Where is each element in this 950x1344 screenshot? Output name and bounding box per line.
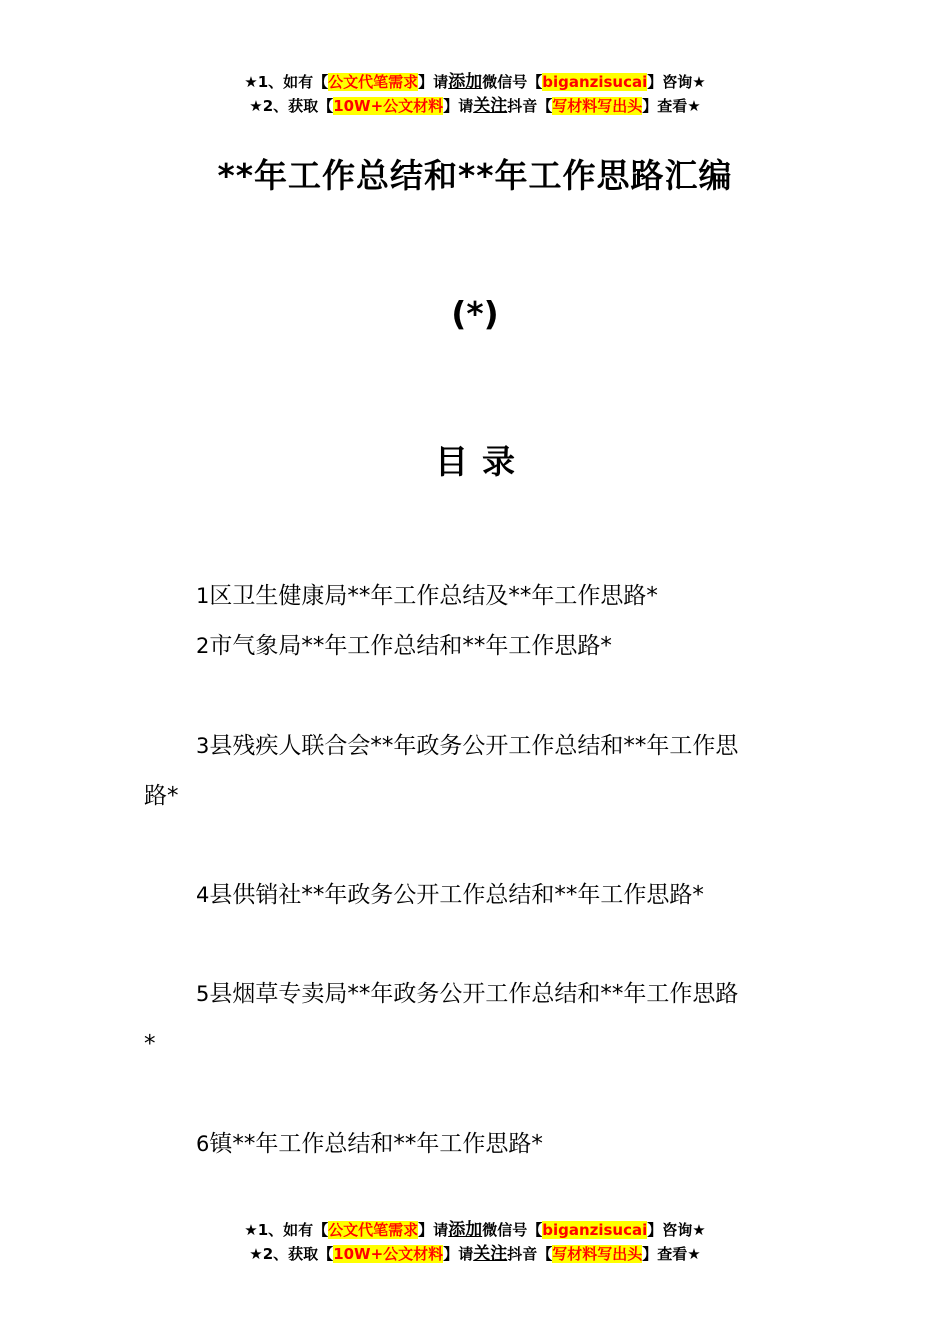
promo-footer bbox=[0, 1218, 950, 1266]
promo-line-2: ★2、获取【10W+公文材料】请关注抖音【写材料写出头】查看★ bbox=[249, 96, 701, 116]
toc-item-2[interactable]: 2市气象局**年工作总结和**年工作思路* bbox=[196, 633, 612, 659]
promo-header bbox=[0, 70, 950, 118]
toc-item-3[interactable]: 3县残疾人联合会**年政务公开工作总结和**年工作思 bbox=[196, 733, 739, 759]
toc-item-5-continued: * bbox=[144, 1031, 156, 1057]
promo-footer-line-1: ★1、如有【公文代笔需求】请添加微信号【biganzisucai】咨询★ bbox=[244, 1220, 706, 1240]
document-subtitle: (*) bbox=[451, 294, 499, 333]
toc-item-6[interactable]: 6镇**年工作总结和**年工作思路* bbox=[196, 1131, 543, 1157]
promo-highlight-materials: 10W+公文材料 bbox=[333, 97, 444, 115]
toc-item-3-continued: 路* bbox=[144, 783, 179, 809]
promo-line-1: ★1、如有【公文代笔需求】请添加微信号【biganzisucai】咨询★ bbox=[244, 72, 706, 92]
toc-item-5[interactable]: 5县烟草专卖局**年政务公开工作总结和**年工作思路 bbox=[196, 981, 739, 1007]
promo-highlight-douyin: 写材料写出头 bbox=[552, 97, 643, 115]
document-title: **年工作总结和**年工作思路汇编 bbox=[217, 156, 733, 195]
toc-item-1[interactable]: 1区卫生健康局**年工作总结及**年工作思路* bbox=[196, 583, 658, 609]
promo-footer-line-2: ★2、获取【10W+公文材料】请关注抖音【写材料写出头】查看★ bbox=[249, 1244, 701, 1264]
toc-heading: 目录 bbox=[435, 442, 529, 481]
promo-highlight-service: 公文代笔需求 bbox=[328, 73, 419, 91]
promo-highlight-wechat: biganzisucai bbox=[542, 73, 648, 91]
toc-item-4[interactable]: 4县供销社**年政务公开工作总结和**年工作思路* bbox=[196, 882, 704, 908]
